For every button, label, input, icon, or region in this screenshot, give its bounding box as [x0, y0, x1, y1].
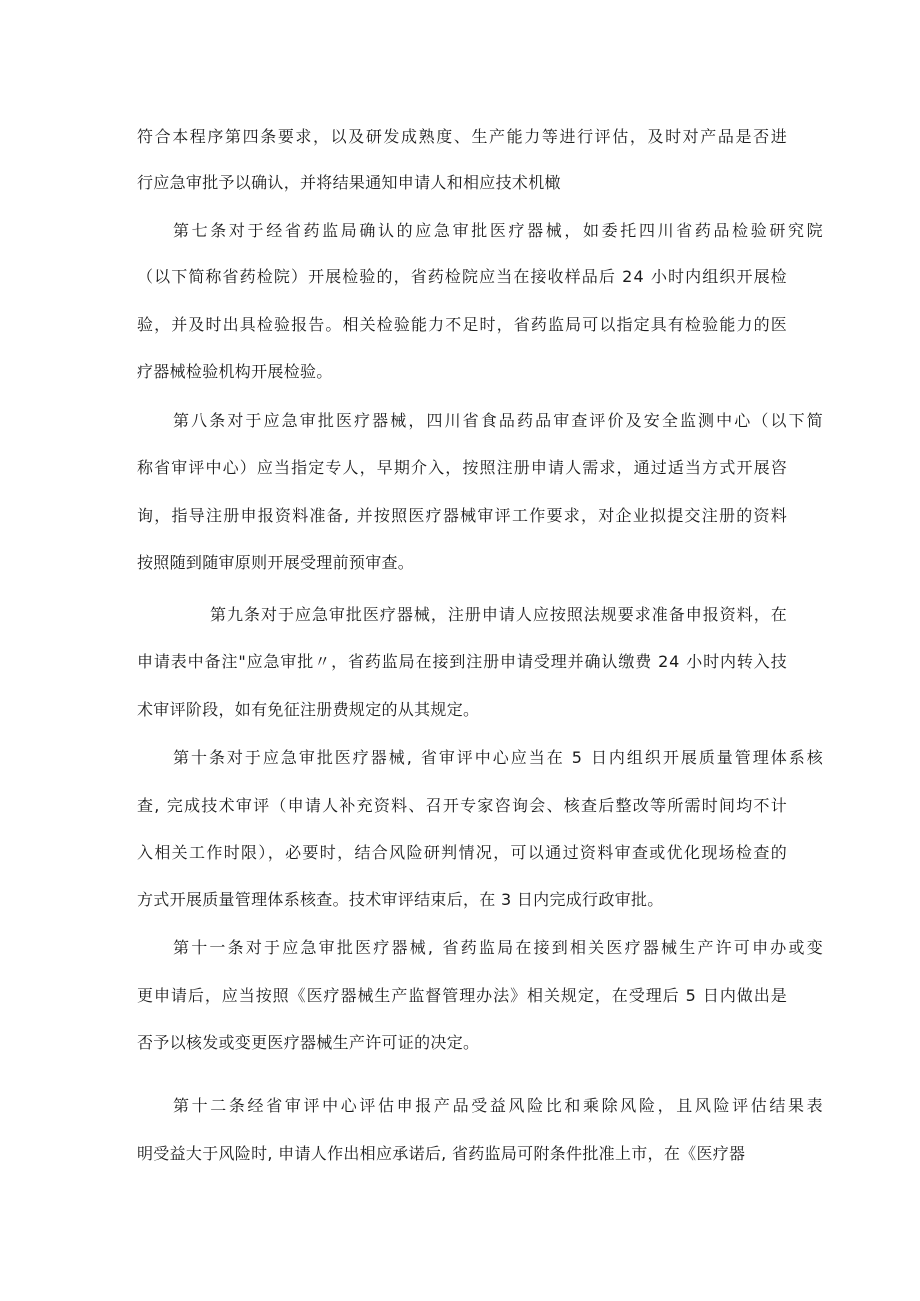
- text-line: （以下简称省药检院）开展检验的，省药检院应当在接收样品后 24 小时内组织开展检: [137, 267, 788, 286]
- text-line: 疗器械检验机构开展检验。: [137, 362, 333, 381]
- text-line: 明受益大于风险时, 申请人作出相应承诺后, 省药监局可附条件批准上市，在《医疗器: [137, 1144, 746, 1163]
- paragraph-first-line: 第十二条经省审评中心评估申报产品受益风险比和乘除风险，且风险评估结果表: [173, 1096, 826, 1115]
- paragraph-first-line: 第七条对于经省药监局确认的应急审批医疗器械，如委托四川省药品检验研究院: [173, 221, 826, 240]
- paragraph-first-line: 第八条对于应急审批医疗器械，四川省食品药品审查评价及安全监测中心（以下简: [173, 411, 825, 430]
- text-line: 按照随到随审原则开展受理前预审查。: [137, 553, 415, 572]
- text-line: 入相关工作时限），必要时，结合风险研判情况，可以通过资料审查或优化现场检查的: [137, 843, 789, 862]
- text-line: 验，并及时出具检验报告。相关检验能力不足时，省药监局可以指定具有检验能力的医: [137, 315, 788, 334]
- text-line: 符合本程序第四条要求，以及研发成熟度、生产能力等进行评估，及时对产品是否进: [137, 127, 789, 146]
- text-line: 方式开展质量管理体系核查。技术审评结束后，在 3 日内完成行政审批。: [137, 890, 664, 909]
- paragraph-first-line: 第九条对于应急审批医疗器械，注册申请人应按照法规要求准备申报资料，在: [210, 605, 788, 624]
- text-line: 否予以核发或变更医疗器械生产许可证的决定。: [137, 1033, 480, 1052]
- text-line: 行应急审批予以确认，并将结果通知申请人和相应技术机橄: [137, 173, 561, 192]
- paragraph-first-line: 第十一条对于应急审批医疗器械, 省药监局在接到相关医疗器械生产许可申办或变: [173, 938, 825, 957]
- text-line: 申请表中备注"应急审批〃，省药监局在接到注册申请受理并确认缴费 24 小时内转入技: [137, 652, 788, 671]
- text-line: 更申请后，应当按照《医疗器械生产监督管理办法》相关规定，在受理后 5 日内做出是: [137, 986, 788, 1005]
- text-line: 术审评阶段，如有免征注册费规定的从其规定。: [137, 700, 480, 719]
- text-line: 称省审评中心）应当指定专人，早期介入，按照注册申请人需求，通过适当方式开展咨: [137, 458, 788, 477]
- text-line: 询，指导注册申报资料准备, 并按照医疗器械审评工作要求，对企业拟提交注册的资料: [137, 506, 788, 525]
- paragraph-first-line: 第十条对于应急审批医疗器械, 省审评中心应当在 5 日内组织开展质量管理体系核: [173, 748, 825, 767]
- text-line: 查, 完成技术审评（申请人补充资料、召开专家咨询会、核查后整改等所需时间均不计: [137, 796, 788, 815]
